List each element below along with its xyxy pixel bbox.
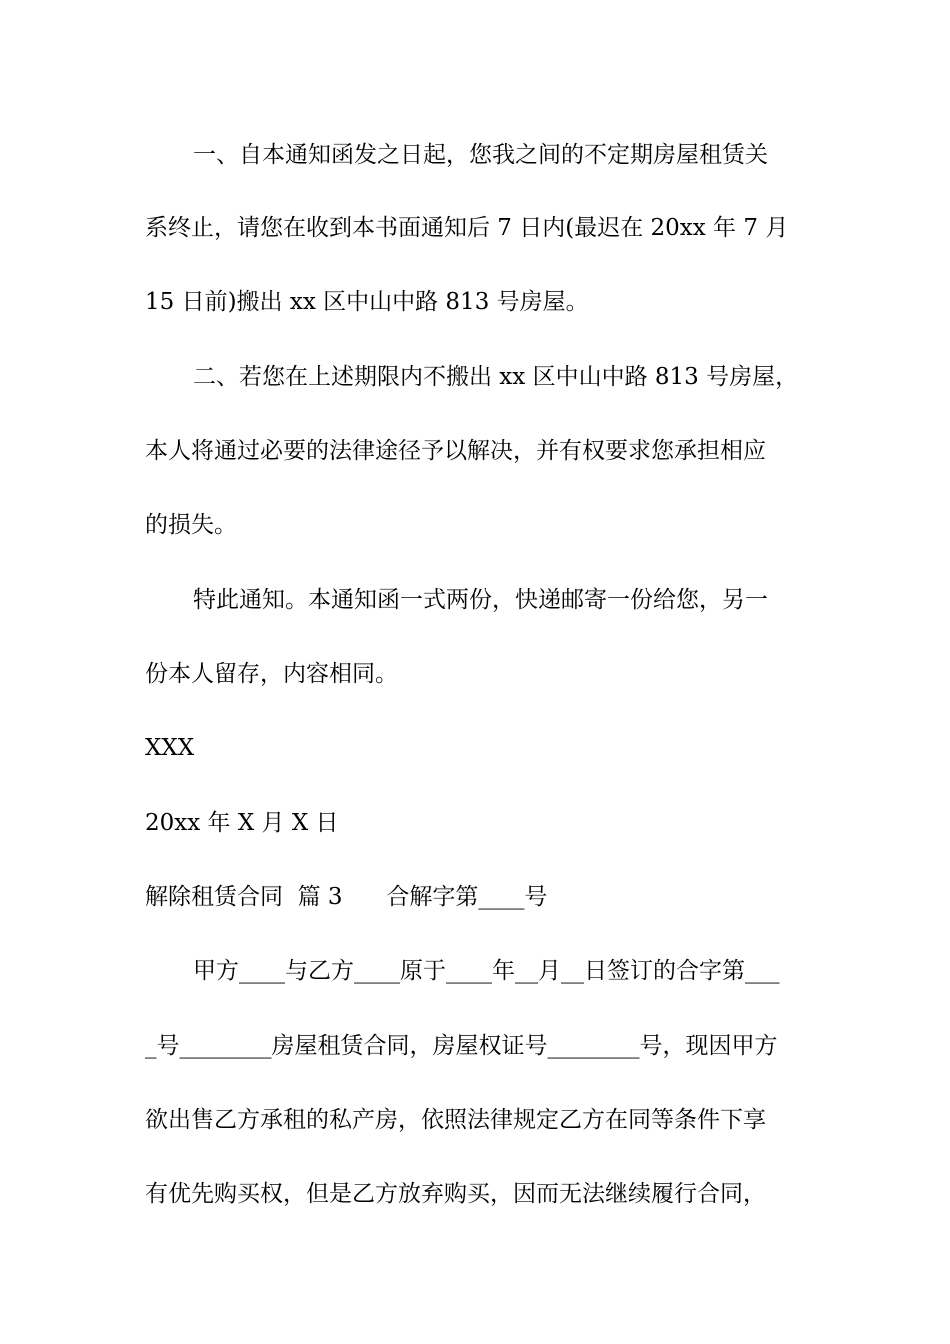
- signature-name: XXX: [145, 735, 195, 761]
- paragraph-3-line-1: 特此通知。本通知函一式两份，快递邮寄一份给您，另一: [193, 587, 768, 613]
- paragraph-3-line-2: 份本人留存，内容相同。: [145, 661, 398, 687]
- paragraph-4-line-4: 有优先购买权，但是乙方放弃购买，因而无法继续履行合同，: [145, 1181, 766, 1207]
- paragraph-4-line-2: _号________房屋租赁合同，房屋权证号________号，现因甲方: [145, 1033, 778, 1059]
- paragraph-2-line-3: 的损失。: [145, 512, 237, 538]
- paragraph-2-line-2: 本人将通过必要的法律途径予以解决，并有权要求您承担相应: [145, 438, 766, 464]
- paragraph-1-line-3: 15 日前)搬出 xx 区中山中路 813 号房屋。: [145, 289, 589, 315]
- paragraph-1-line-1: 一、自本通知函发之日起，您我之间的不定期房屋租赁关: [193, 142, 768, 168]
- paragraph-2-line-1: 二、若您在上述期限内不搬出 xx 区中山中路 813 号房屋，: [193, 364, 799, 390]
- paragraph-1-line-2: 系终止，请您在收到本书面通知后 7 日内(最迟在 20xx 年 7 月: [145, 215, 789, 241]
- paragraph-4-line-3: 欲出售乙方承租的私产房，依照法律规定乙方在同等条件下享: [145, 1107, 766, 1133]
- signature-date: 20xx 年 X 月 X 日: [145, 810, 339, 836]
- section-heading: 解除租赁合同 篇 3 合解字第____号: [145, 884, 548, 910]
- paragraph-4-line-1: 甲方____与乙方____原于____年__月__日签订的合字第___: [193, 958, 780, 984]
